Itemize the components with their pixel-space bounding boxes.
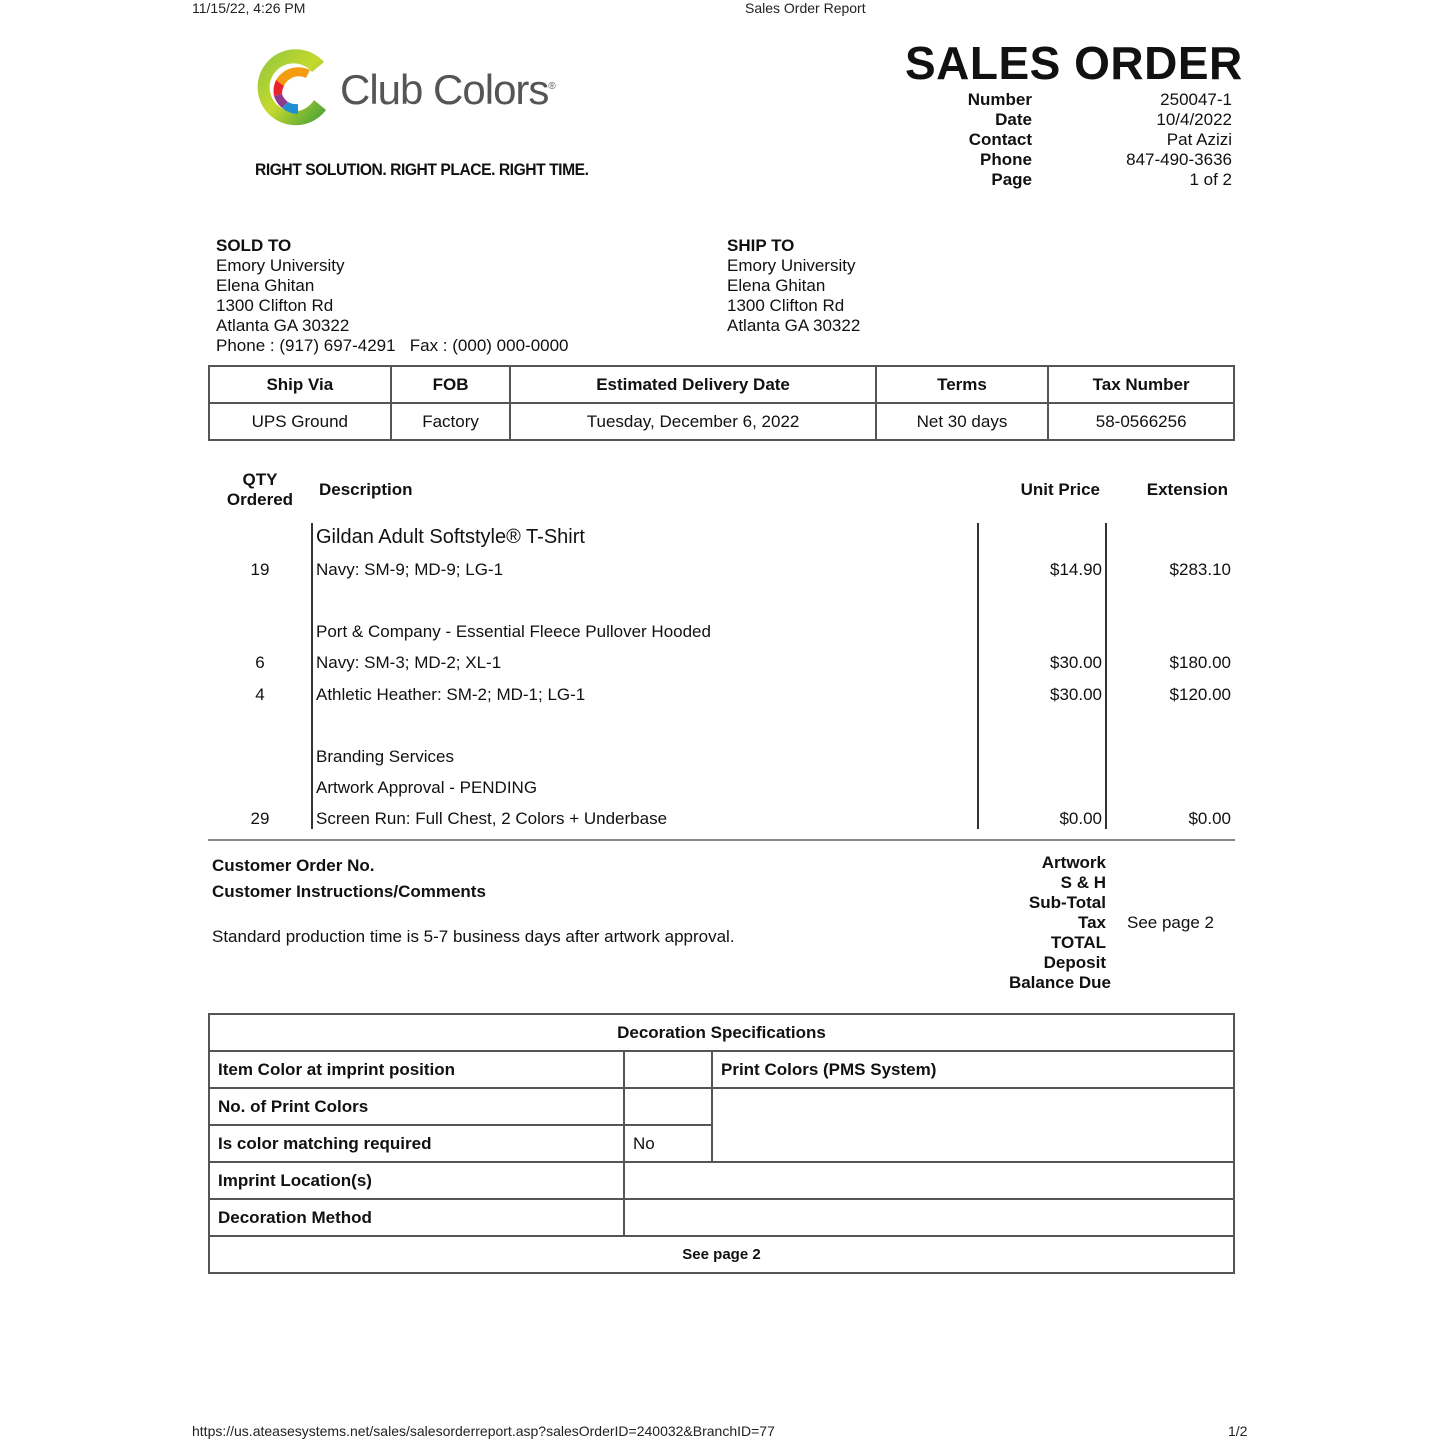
description-column-header: Description xyxy=(319,480,413,499)
line-item-qty: 4 xyxy=(255,685,265,704)
ship-value: Factory xyxy=(391,403,511,440)
line-item-qty: 19 xyxy=(250,560,270,579)
line-item-qty: 6 xyxy=(255,653,265,672)
meta-value-page: 1 of 2 xyxy=(1189,170,1232,189)
ship-header: Tax Number xyxy=(1048,366,1234,403)
total-label-total: TOTAL xyxy=(1050,933,1106,952)
decoration-title: Decoration Specifications xyxy=(209,1014,1234,1051)
decoration-method-value xyxy=(624,1199,1234,1236)
meta-label-date: Date xyxy=(995,110,1032,129)
total-label-subtotal: Sub-Total xyxy=(1028,893,1106,912)
sold-to-heading: SOLD TO xyxy=(216,236,292,255)
item-color-label: Item Color at imprint position xyxy=(209,1051,624,1088)
num-colors-value xyxy=(624,1088,712,1125)
ship-header: Estimated Delivery Date xyxy=(510,366,875,403)
meta-value-contact: Pat Azizi xyxy=(1166,130,1232,149)
total-label-artwork: Artwork xyxy=(1041,853,1106,872)
logo-tagline: RIGHT SOLUTION. RIGHT PLACE. RIGHT TIME. xyxy=(255,160,589,179)
line-item-description: Navy: SM-3; MD-2; XL-1 xyxy=(316,653,502,672)
sold-to-line: 1300 Clifton Rd xyxy=(216,296,334,315)
logo-wordmark: Club Colors® xyxy=(340,66,555,113)
line-item-unit-price: $0.00 xyxy=(1059,809,1102,828)
ship-to-line: 1300 Clifton Rd xyxy=(727,296,845,315)
totals-block xyxy=(906,853,1111,993)
line-item-unit-price: $30.00 xyxy=(1050,653,1102,672)
decoration-method-label: Decoration Method xyxy=(209,1199,624,1236)
column-divider xyxy=(1105,523,1107,829)
meta-label-number: Number xyxy=(967,90,1032,109)
line-item-extension: $0.00 xyxy=(1188,809,1231,828)
print-colors-label: Print Colors (PMS System) xyxy=(712,1051,1234,1088)
column-divider xyxy=(977,523,979,829)
extension-column-header: Extension xyxy=(1146,480,1228,499)
line-item-description: Screen Run: Full Chest, 2 Colors + Underbase xyxy=(316,809,668,828)
meta-label-contact: Contact xyxy=(968,130,1032,149)
line-item-description: Port & Company - Essential Fleece Pullover Hooded xyxy=(316,622,711,641)
print-page-title: Sales Order Report xyxy=(745,0,866,16)
decoration-specs-table xyxy=(208,1013,1235,1274)
ship-to-heading: SHIP TO xyxy=(727,236,795,255)
meta-value-phone: 847-490-3636 xyxy=(1126,150,1232,169)
imprint-location-value xyxy=(624,1162,1234,1199)
qty-header-line: QTY xyxy=(242,470,278,489)
ship-value: Tuesday, December 6, 2022 xyxy=(510,403,875,440)
items-bottom-divider xyxy=(208,839,1235,841)
ship-value: 58-0566256 xyxy=(1048,403,1234,440)
totals-note: See page 2 xyxy=(1127,913,1214,932)
page-title: SALES ORDER xyxy=(905,37,1243,89)
ship-to-line: Elena Ghitan xyxy=(727,276,826,295)
shipping-table xyxy=(208,365,1235,441)
meta-label-page: Page xyxy=(991,170,1032,189)
ship-header: Ship Via xyxy=(209,366,391,403)
club-colors-logo-icon xyxy=(252,44,336,128)
color-match-value: No xyxy=(624,1125,712,1162)
ship-to-line: Atlanta GA 30322 xyxy=(727,316,861,335)
total-label-s-and-h: S & H xyxy=(1060,873,1106,892)
unit-price-column-header: Unit Price xyxy=(1020,480,1100,499)
print-timestamp: 11/15/22, 4:26 PM xyxy=(192,0,306,16)
line-item-description: Gildan Adult Softstyle® T-Shirt xyxy=(316,526,585,548)
sold-to-line: Emory University xyxy=(216,256,345,275)
meta-value-number: 250047-1 xyxy=(1160,90,1232,109)
sold-to-phone: Phone : (917) 697-4291 Fax : (000) 000-0000 xyxy=(216,336,569,355)
line-item-qty: 29 xyxy=(250,809,270,828)
color-match-label: Is color matching required xyxy=(209,1125,624,1162)
customer-order-no-label: Customer Order No. xyxy=(212,856,375,875)
ship-value: Net 30 days xyxy=(876,403,1049,440)
num-colors-label: No. of Print Colors xyxy=(209,1088,624,1125)
customer-instructions-text: Standard production time is 5-7 business days after artwork approval. xyxy=(212,927,735,946)
item-color-value xyxy=(624,1051,712,1088)
line-item-extension: $120.00 xyxy=(1169,685,1231,704)
ship-header: FOB xyxy=(391,366,511,403)
sold-to-line: Atlanta GA 30322 xyxy=(216,316,350,335)
ship-to-line: Emory University xyxy=(727,256,856,275)
ship-header: Terms xyxy=(876,366,1049,403)
column-divider xyxy=(311,523,313,829)
line-item-extension: $180.00 xyxy=(1169,653,1231,672)
sold-to-block xyxy=(216,236,569,356)
ship-to-block xyxy=(727,236,860,336)
line-item-description: Branding Services xyxy=(316,747,454,766)
line-item-description: Athletic Heather: SM-2; MD-1; LG-1 xyxy=(316,685,586,704)
meta-label-phone: Phone xyxy=(980,150,1032,169)
print-url: https://us.ateasesystems.net/sales/salesorderreport.asp?salesOrderID=240032&BranchID=77 xyxy=(192,1423,775,1439)
qty-header-line: Ordered xyxy=(226,490,294,509)
customer-instructions-label: Customer Instructions/Comments xyxy=(212,882,486,901)
total-label-deposit: Deposit xyxy=(1043,953,1106,972)
line-item-unit-price: $14.90 xyxy=(1050,560,1102,579)
imprint-location-label: Imprint Location(s) xyxy=(209,1162,624,1199)
ship-value: UPS Ground xyxy=(209,403,391,440)
line-item-description: Artwork Approval - PENDING xyxy=(316,778,538,797)
order-meta xyxy=(912,90,1232,190)
total-label-tax: Tax xyxy=(1077,913,1106,932)
print-colors-value xyxy=(712,1088,1234,1162)
line-item-unit-price: $30.00 xyxy=(1050,685,1102,704)
decoration-footer: See page 2 xyxy=(209,1236,1234,1273)
meta-value-date: 10/4/2022 xyxy=(1156,110,1232,129)
total-label-balance-due: Balance Due xyxy=(1008,973,1111,992)
print-page-number: 1/2 xyxy=(1228,1423,1248,1439)
line-item-extension: $283.10 xyxy=(1169,560,1231,579)
sold-to-line: Elena Ghitan xyxy=(216,276,315,295)
qty-column-header xyxy=(222,470,298,510)
line-item-description: Navy: SM-9; MD-9; LG-1 xyxy=(316,560,504,579)
